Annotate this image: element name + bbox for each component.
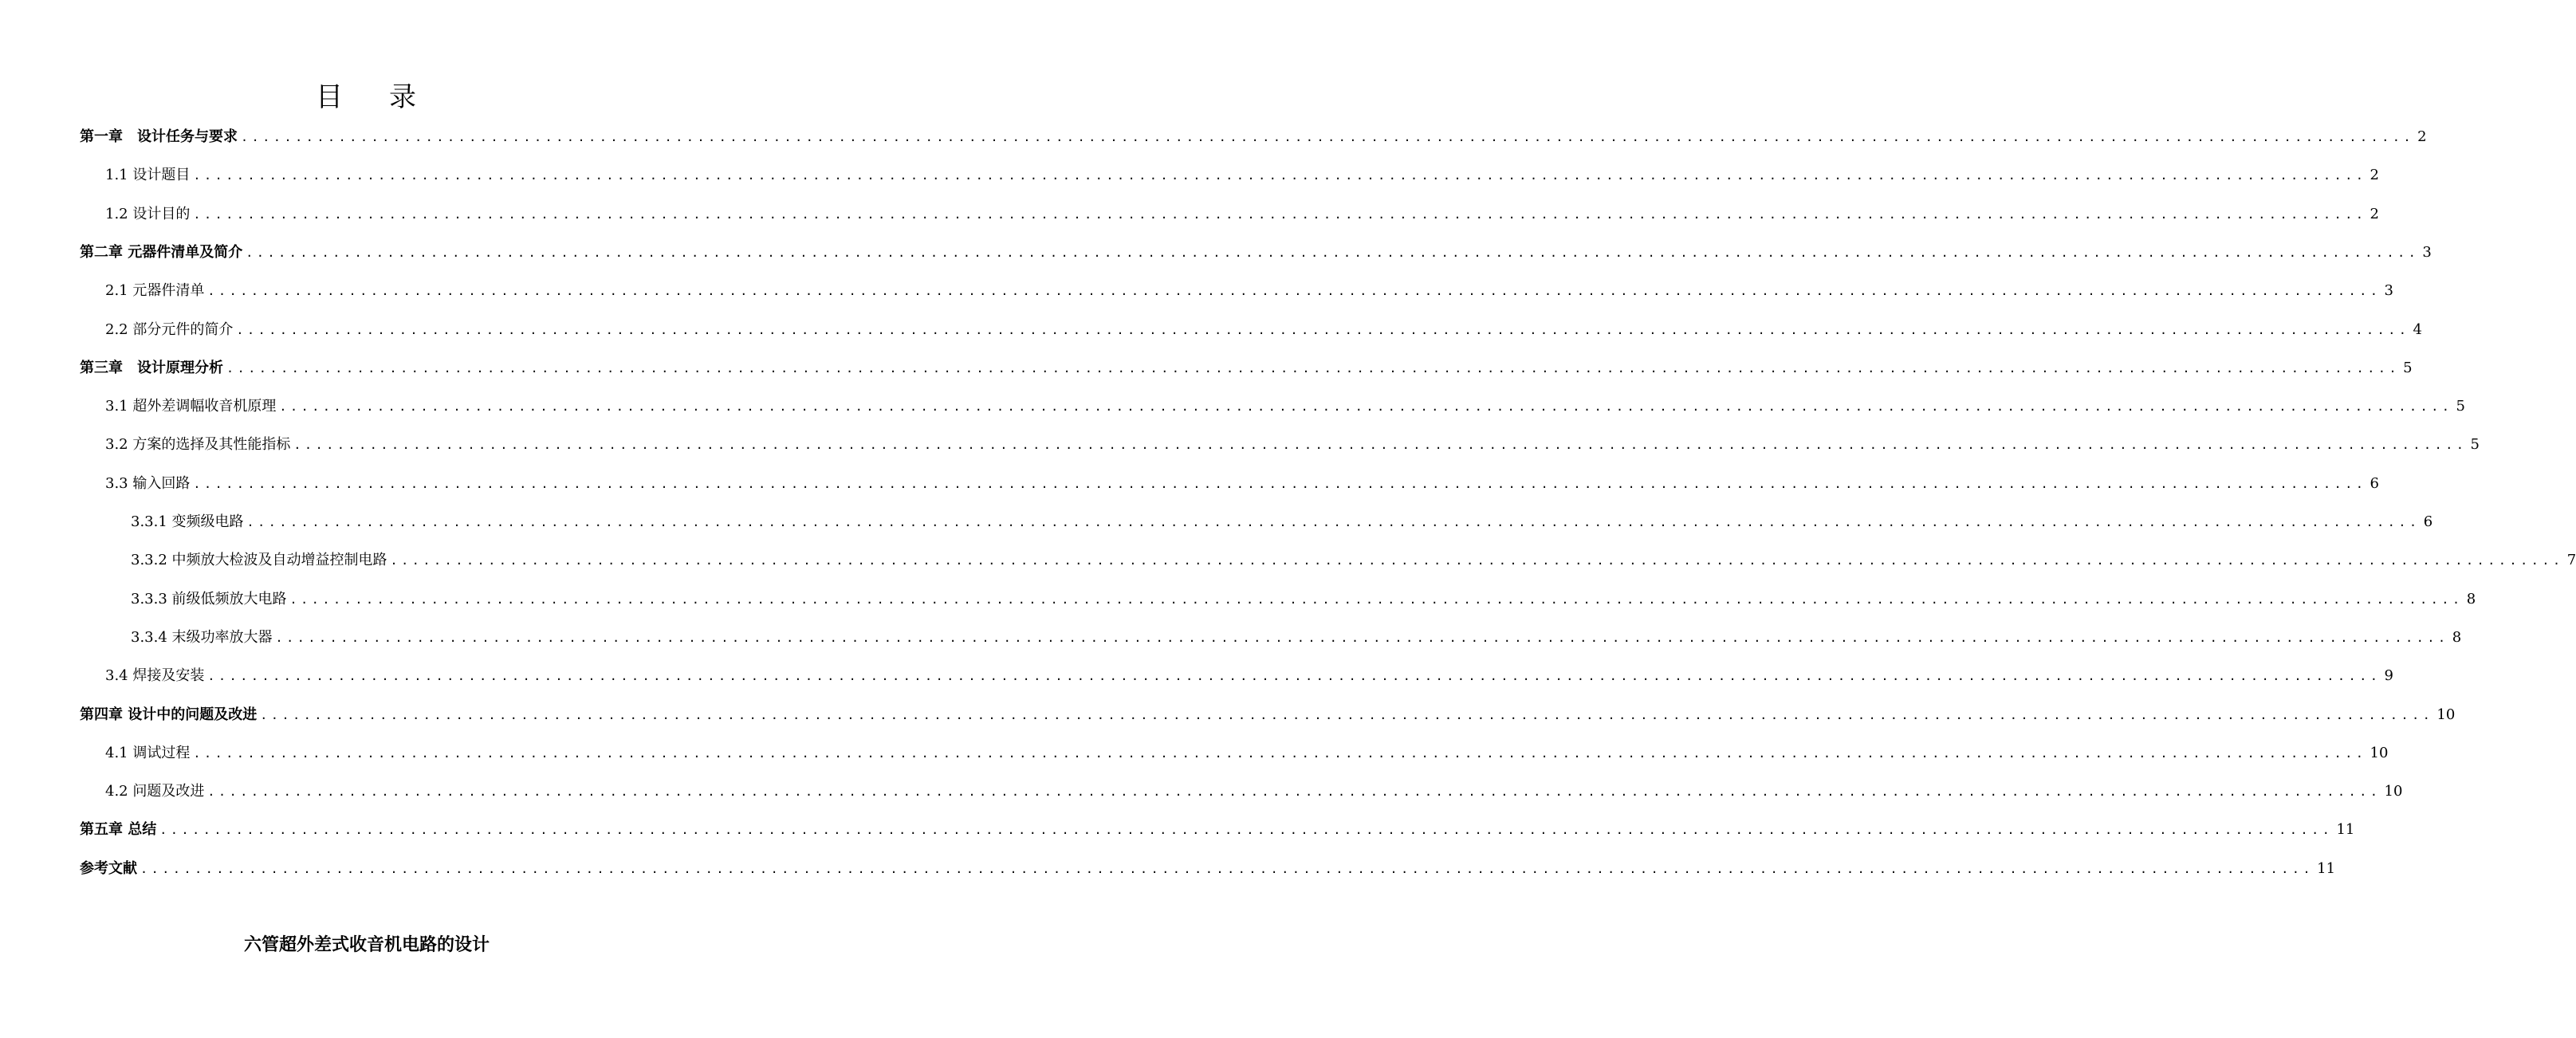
toc-entry-label: 3.3.3 前级低频放大电路 <box>131 590 287 607</box>
toc-entry-label: 4.2 问题及改进 <box>105 783 205 800</box>
toc-entry-label: 2.2 部分元件的简介 <box>105 320 234 338</box>
toc-entry-label: 第三章 设计原理分析 <box>80 359 223 376</box>
toc-entry-label: 3.2 方案的选择及其性能指标 <box>105 436 291 454</box>
toc-dot-leader: ........................................................................................................................................................................................................ <box>193 206 2367 222</box>
toc-dot-leader: ........................................................................................................................................................................................................ <box>275 630 2449 645</box>
toc-entry-label: 第五章 总结 <box>80 821 157 839</box>
toc-entry-label: 2.1 元器件清单 <box>105 282 205 300</box>
toc-dot-leader: ........................................................................................................................................................................................................ <box>207 284 2381 299</box>
toc-entry-page-number: 4 <box>2413 320 2422 338</box>
toc-entry[interactable] <box>80 818 2355 842</box>
toc-dot-leader: ........................................................................................................................................................................................................ <box>207 669 2381 684</box>
toc-entry-label: 第四章 设计中的问题及改进 <box>80 706 258 723</box>
toc-dot-leader: ........................................................................................................................................................................................................ <box>390 553 2564 568</box>
toc-entry[interactable] <box>105 780 2403 804</box>
toc-entry[interactable] <box>105 279 2393 303</box>
toc-entry-page-number: 5 <box>2470 436 2480 454</box>
toc-dot-leader: ........................................................................................................................................................................................................ <box>293 438 2468 453</box>
toc-entry-page-number: 11 <box>2336 821 2355 839</box>
toc-entry-label: 3.3.2 中频放大检波及自动增益控制电路 <box>131 552 387 569</box>
toc-entry-label: 4.1 调试过程 <box>105 744 191 761</box>
toc-entry[interactable] <box>105 318 2422 342</box>
toc-entry-page-number: 7 <box>2566 552 2576 569</box>
toc-entry-page-number: 11 <box>2317 859 2336 877</box>
toc-entry[interactable] <box>105 741 2389 765</box>
toc-entry-label: 3.4 焊接及安装 <box>105 667 205 685</box>
toc-entry[interactable] <box>131 548 2576 572</box>
toc-entry[interactable] <box>80 857 2336 881</box>
toc-entry-page-number: 10 <box>2436 706 2456 723</box>
toc-entry-page-number: 5 <box>2403 359 2413 376</box>
toc-dot-leader: ........................................................................................................................................................................................................ <box>279 399 2453 415</box>
toc-entry[interactable] <box>105 472 2379 496</box>
toc-entry-page-number: 3 <box>2422 243 2432 261</box>
toc-entry-page-number: 8 <box>2466 590 2476 607</box>
toc-entry-label: 第二章 元器件清单及简介 <box>80 243 243 261</box>
toc-dot-leader: ........................................................................................................................................................................................................ <box>193 745 2367 761</box>
toc-entry[interactable] <box>80 356 2413 380</box>
toc-dot-leader: ........................................................................................................................................................................................................ <box>193 476 2367 491</box>
toc-entry-page-number: 6 <box>2370 474 2379 492</box>
toc-entry-page-number: 2 <box>2370 205 2379 222</box>
toc-entry[interactable] <box>80 241 2432 265</box>
toc-dot-leader: ........................................................................................................................................................................................................ <box>236 322 2410 337</box>
toc-entry[interactable] <box>105 664 2393 688</box>
toc-entry-page-number: 10 <box>2384 783 2403 800</box>
toc-entry-page-number: 9 <box>2384 667 2393 685</box>
toc-entry[interactable] <box>105 163 2379 187</box>
toc-entry-label: 3.3 输入回路 <box>105 474 191 492</box>
toc-entry[interactable] <box>131 588 2476 611</box>
toc-entry[interactable] <box>80 125 2427 149</box>
toc-dot-leader: ........................................................................................................................................................................................................ <box>289 592 2464 607</box>
toc-entry-label: 1.2 设计目的 <box>105 205 191 222</box>
toc-entry-page-number: 10 <box>2370 744 2389 761</box>
toc-title <box>0 80 733 115</box>
toc-entry-page-number: 8 <box>2452 628 2462 646</box>
toc-entry[interactable] <box>105 202 2379 226</box>
toc-entry[interactable] <box>80 703 2456 727</box>
toc-dot-leader: ........................................................................................................................................................................................................ <box>207 784 2381 800</box>
toc-dot-leader: ........................................................................................................................................................................................................ <box>140 861 2314 876</box>
toc-dot-leader: ........................................................................................................................................................................................................ <box>260 707 2434 722</box>
toc-entry-label: 1.1 设计题目 <box>105 167 191 184</box>
toc-entry-label: 参考文献 <box>80 859 137 877</box>
toc-dot-leader: ........................................................................................................................................................................................................ <box>159 823 2334 838</box>
toc-entry-page-number: 2 <box>2370 167 2379 184</box>
toc-dot-leader: ........................................................................................................................................................................................................ <box>193 168 2367 183</box>
toc-dot-leader: ........................................................................................................................................................................................................ <box>226 360 2401 375</box>
toc-entry-label: 第一章 设计任务与要求 <box>80 128 238 145</box>
toc-title-right: 录 <box>389 81 418 113</box>
document-heading: 六管超外差式收音机电路的设计 <box>243 934 490 955</box>
toc-title-left: 目 <box>316 81 344 113</box>
toc-entry-page-number: 3 <box>2384 282 2393 300</box>
toc-dot-leader: ........................................................................................................................................................................................................ <box>246 515 2421 529</box>
toc-entry-label: 3.1 超外差调幅收音机原理 <box>105 398 277 415</box>
toc-entry-page-number: 6 <box>2423 513 2433 530</box>
toc-entry-label: 3.3.1 变频级电路 <box>131 513 244 530</box>
toc-entry-label: 3.3.4 末级功率放大器 <box>131 628 273 646</box>
toc-entry[interactable] <box>131 510 2433 534</box>
toc-entry[interactable] <box>105 395 2465 419</box>
toc-dot-leader: ........................................................................................................................................................................................................ <box>246 245 2420 260</box>
toc-entry[interactable] <box>131 626 2462 650</box>
toc-entry-page-number: 2 <box>2417 128 2427 145</box>
toc-entry-page-number: 5 <box>2456 398 2465 415</box>
toc-dot-leader: ........................................................................................................................................................................................................ <box>241 130 2415 144</box>
toc-entry[interactable] <box>105 433 2480 457</box>
